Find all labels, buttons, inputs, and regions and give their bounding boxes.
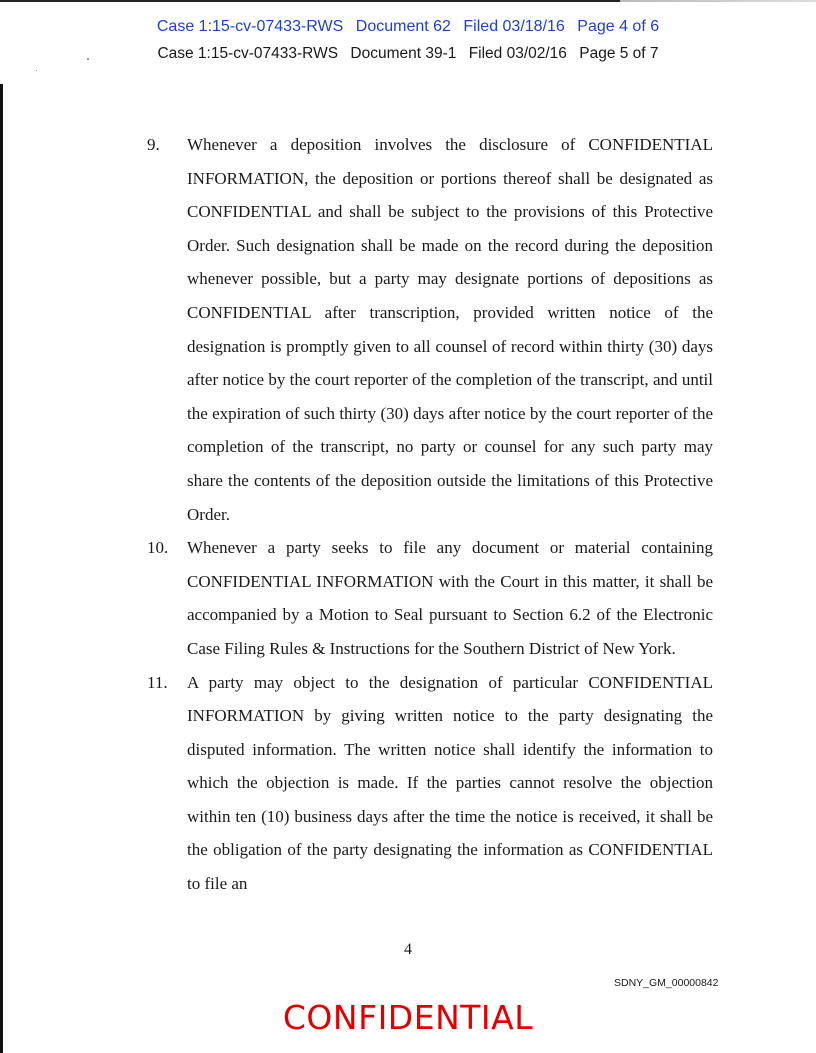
paragraph-number: 11. [147,672,168,692]
confidential-label: CONFIDENTIAL [282,998,534,1037]
document-body [147,128,713,901]
paragraph-text: Whenever a party seeks to file any document or material containing CONFIDENTIAL INFORMATION with the Court in this matter, it shall be accompanied by a Motion to Seal pursuant to Section 6.2 of the Electronic Case Filing Rules & Instructions for the Southern District of New York. [187,538,713,658]
filed-stamp-filed: Filed 03/18/16 [463,18,565,35]
paragraph-number: 10. [147,538,169,558]
page-number: 4 [404,941,412,958]
paragraph-11 [147,666,713,901]
top-rule [0,0,816,2]
exhibit-stamp [0,45,816,63]
exhibit-stamp-page: Page 5 of 7 [579,45,659,62]
exhibit-stamp-filed: Filed 03/02/16 [468,45,567,62]
paragraph-9 [147,128,713,531]
paragraph-10 [147,531,713,665]
bates-number: SDNY_GM_00000842 [614,977,719,989]
exhibit-stamp-document: Document 39-1 [350,45,457,62]
filed-stamp-case: Case 1:15-cv-07433-RWS [156,18,344,35]
filed-stamp-document: Document 62 [355,18,451,35]
scan-edge-bar [0,84,3,1053]
paragraph-number: 9. [147,135,160,154]
exhibit-stamp-case: Case 1:15-cv-07433-RWS [157,45,339,62]
filed-stamp [0,18,816,36]
scan-speck [36,70,37,71]
paragraph-text: A party may object to the designation of particular CONFIDENTIAL INFORMATION by giving written notice to the party designating the disputed information. The written notice shall identify the information to which the objection is made. If the parties cannot resolve the objection within ten (10) business days after the time the notice is received, it shall be the obligation of the party designating the information as CONFIDENTIAL to file an [187,672,713,894]
filed-stamp-page: Page 4 of 6 [577,18,660,35]
paragraph-text: Whenever a deposition involves the disclosure of CONFIDENTIAL INFORMATION, the deposition or portions thereof shall be designated as CONFIDENTIAL and shall be subject to the provisions of this Protective Order. Such designation shall be made on the record during the deposition whenever possible, but a party may designate portions of depositions as CONFIDENTIAL after transcription, provided written notice of the designation is promptly given to all counsel of record within thirty (30) days after notice by the court reporter of the completion of the transcript, and until the expiration of such thirty (30) days after notice by the court reporter of the completion of the transcript, no party or counsel for any such party may share the contents of the deposition outside the limitations of this Protective Order. [187,135,713,524]
